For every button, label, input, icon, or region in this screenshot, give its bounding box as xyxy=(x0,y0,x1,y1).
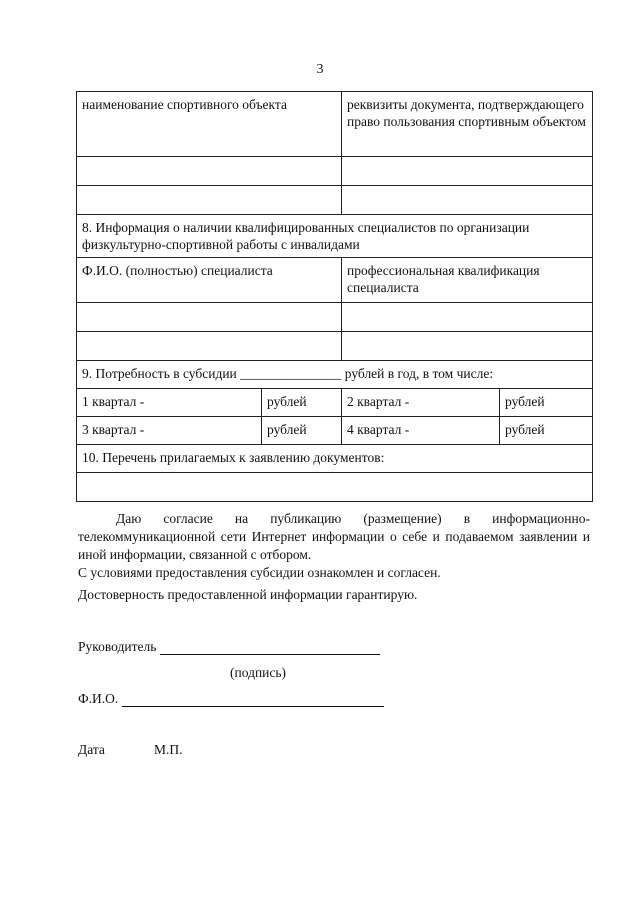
empty-cell[interactable] xyxy=(342,332,593,361)
quarter-2-rubles: рублей xyxy=(500,389,593,417)
section-10-title: 10. Перечень прилагаемых к заявлению документов: xyxy=(77,445,593,473)
signature-hint: (подпись) xyxy=(230,665,287,680)
quarter-1-label: 1 квартал - xyxy=(77,389,262,417)
header-document-details: реквизиты документа, подтверждающего право пользования спортивным объектом xyxy=(342,92,593,157)
consent-paragraph: Даю согласие на публикацию (размещение) в информационно-телекоммуникационной сети Интернет информации о себе и подаваемом заявлении и иной информации, связанной с отбором. xyxy=(78,511,590,562)
section-9-title: 9. Потребность в субсидии _______________ рублей в год, в том числе: xyxy=(77,361,593,389)
header-specialist-name: Ф.И.О. (полностью) специалиста xyxy=(77,258,342,303)
date-label: Дата xyxy=(78,742,105,757)
signature-row xyxy=(78,638,380,655)
fio-line[interactable] xyxy=(122,690,384,707)
table-row xyxy=(77,473,593,502)
consent-block xyxy=(78,510,590,582)
table-row xyxy=(77,92,593,157)
section-8-title: 8. Информация о наличии квалифицированных специалистов по организации физкультурно-спортивной работы с инвалидами xyxy=(77,215,593,258)
empty-cell[interactable] xyxy=(342,157,593,186)
head-label: Руководитель xyxy=(78,639,157,654)
seal-label: М.П. xyxy=(154,742,183,757)
fio-row xyxy=(78,690,384,707)
empty-cell[interactable] xyxy=(342,303,593,332)
header-qualification: профессиональная квалификация специалиста xyxy=(342,258,593,303)
guarantee-paragraph: Достоверность предоставленной информации гарантирую. xyxy=(78,587,418,602)
signature-line[interactable] xyxy=(160,638,380,655)
empty-cell[interactable] xyxy=(77,186,342,215)
table-row xyxy=(77,361,593,389)
quarter-1-rubles: рублей xyxy=(262,389,342,417)
table-row xyxy=(77,215,593,258)
table-row xyxy=(77,157,593,186)
table-row xyxy=(77,186,593,215)
empty-cell[interactable] xyxy=(77,157,342,186)
table-row xyxy=(77,303,593,332)
table-row xyxy=(77,332,593,361)
table-row xyxy=(77,258,593,303)
header-sport-object: наименование спортивного объекта xyxy=(77,92,342,157)
table-row xyxy=(77,445,593,473)
empty-cell[interactable] xyxy=(77,332,342,361)
empty-cell[interactable] xyxy=(77,473,593,502)
conditions-paragraph: С условиями предоставления субсидии ознакомлен и согласен. xyxy=(78,565,441,580)
date-row xyxy=(78,742,183,758)
application-form-table xyxy=(76,91,593,502)
empty-cell[interactable] xyxy=(77,303,342,332)
empty-cell[interactable] xyxy=(342,186,593,215)
quarter-3-label: 3 квартал - xyxy=(77,417,262,445)
quarter-4-rubles: рублей xyxy=(500,417,593,445)
table-row xyxy=(77,389,593,417)
fio-label: Ф.И.О. xyxy=(78,691,119,706)
quarter-2-label: 2 квартал - xyxy=(342,389,500,417)
table-row xyxy=(77,417,593,445)
quarter-3-rubles: рублей xyxy=(262,417,342,445)
page-number: 3 xyxy=(316,62,324,77)
quarter-4-label: 4 квартал - xyxy=(342,417,500,445)
